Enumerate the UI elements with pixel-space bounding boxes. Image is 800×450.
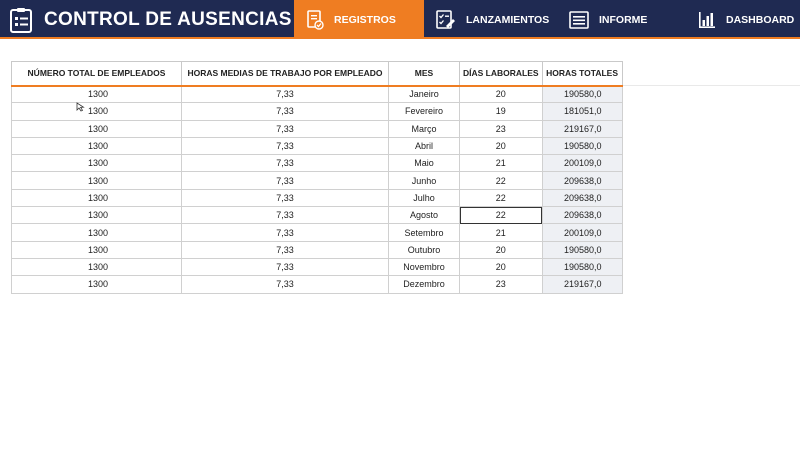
divider	[611, 85, 800, 86]
cell-empleados[interactable]: 1300	[12, 276, 182, 293]
table-row	[12, 86, 623, 103]
app-title: CONTROL DE AUSENCIAS	[44, 9, 292, 30]
cell-dias-laborales[interactable]: 20	[460, 258, 543, 275]
cell-dias-laborales[interactable]: 20	[460, 137, 543, 154]
cell-empleados[interactable]: 1300	[12, 120, 182, 137]
cell-mes[interactable]: Janeiro	[389, 86, 460, 103]
cell-horas-totales[interactable]: 200109,0	[542, 224, 622, 241]
column-header-dias-laborales[interactable]: DÍAS LABORALES	[460, 62, 543, 86]
cell-horas-medias[interactable]: 7,33	[182, 155, 389, 172]
cell-empleados[interactable]: 1300	[12, 258, 182, 275]
cell-horas-totales[interactable]: 190580,0	[542, 86, 622, 103]
nav-tab-dashboard[interactable]	[698, 0, 794, 39]
cell-horas-medias[interactable]: 7,33	[182, 86, 389, 103]
clipboard-icon	[9, 7, 33, 33]
cell-empleados[interactable]: 1300	[12, 207, 182, 224]
cell-horas-medias[interactable]: 7,33	[182, 103, 389, 120]
cell-horas-totales[interactable]: 190580,0	[542, 241, 622, 258]
cell-horas-medias[interactable]: 7,33	[182, 189, 389, 206]
cell-horas-totales[interactable]: 209638,0	[542, 207, 622, 224]
cell-mes[interactable]: Fevereiro	[389, 103, 460, 120]
mouse-cursor-icon	[76, 102, 86, 112]
cell-empleados[interactable]: 1300	[12, 172, 182, 189]
report-list-icon	[569, 11, 589, 29]
cell-mes[interactable]: Julho	[389, 189, 460, 206]
cell-dias-laborales[interactable]: 22	[460, 207, 543, 224]
cell-horas-totales[interactable]: 219167,0	[542, 276, 622, 293]
cell-empleados[interactable]: 1300	[12, 241, 182, 258]
cell-empleados[interactable]: 1300	[12, 86, 182, 103]
cell-horas-totales[interactable]: 181051,0	[542, 103, 622, 120]
table-row	[12, 207, 623, 224]
cell-horas-totales[interactable]: 200109,0	[542, 155, 622, 172]
cell-empleados[interactable]: 1300	[12, 103, 182, 120]
cell-dias-laborales[interactable]: 21	[460, 224, 543, 241]
cell-dias-laborales[interactable]: 22	[460, 189, 543, 206]
cell-horas-totales[interactable]: 190580,0	[542, 137, 622, 154]
cell-horas-medias[interactable]: 7,33	[182, 120, 389, 137]
table-header-row	[12, 62, 623, 86]
column-header-horas-medias[interactable]: HORAS MEDIAS DE TRABAJO POR EMPLEADO	[182, 62, 389, 86]
cell-horas-medias[interactable]: 7,33	[182, 276, 389, 293]
cell-horas-medias[interactable]: 7,33	[182, 172, 389, 189]
cell-mes[interactable]: Junho	[389, 172, 460, 189]
cell-horas-totales[interactable]: 219167,0	[542, 120, 622, 137]
nav-tab-informe[interactable]	[569, 0, 647, 39]
cell-horas-totales[interactable]: 209638,0	[542, 172, 622, 189]
cell-mes[interactable]: Setembro	[389, 224, 460, 241]
document-check-icon	[306, 10, 324, 30]
table-row	[12, 224, 623, 241]
registros-table	[11, 61, 623, 294]
cell-empleados[interactable]: 1300	[12, 224, 182, 241]
cell-mes[interactable]: Dezembro	[389, 276, 460, 293]
checklist-edit-icon	[436, 10, 456, 30]
bar-chart-icon	[698, 11, 716, 29]
column-header-empleados[interactable]: NÚMERO TOTAL DE EMPLEADOS	[12, 62, 182, 86]
cell-mes[interactable]: Abril	[389, 137, 460, 154]
cell-empleados[interactable]: 1300	[12, 155, 182, 172]
table-row	[12, 189, 623, 206]
nav-tab-label: INFORME	[599, 13, 648, 26]
table-row	[12, 276, 623, 293]
cell-horas-medias[interactable]: 7,33	[182, 258, 389, 275]
nav-tab-label: REGISTROS	[334, 13, 396, 26]
column-header-mes[interactable]: MES	[389, 62, 460, 86]
nav-tab-lanzamientos[interactable]	[436, 0, 549, 39]
nav-tab-label: LANZAMIENTOS	[466, 13, 550, 26]
cell-empleados[interactable]: 1300	[12, 189, 182, 206]
cell-horas-medias[interactable]: 7,33	[182, 207, 389, 224]
cell-dias-laborales[interactable]: 20	[460, 241, 543, 258]
table-body	[12, 86, 623, 294]
nav-tab-label: DASHBOARD	[726, 13, 795, 26]
table-row	[12, 241, 623, 258]
cell-mes[interactable]: Novembro	[389, 258, 460, 275]
cell-dias-laborales[interactable]: 19	[460, 103, 543, 120]
cell-horas-totales[interactable]: 190580,0	[542, 258, 622, 275]
table-row	[12, 172, 623, 189]
cell-horas-medias[interactable]: 7,33	[182, 241, 389, 258]
table-row	[12, 103, 623, 120]
cell-horas-totales[interactable]: 209638,0	[542, 189, 622, 206]
cell-dias-laborales[interactable]: 23	[460, 276, 543, 293]
cell-mes[interactable]: Outubro	[389, 241, 460, 258]
cell-mes[interactable]: Março	[389, 120, 460, 137]
cell-dias-laborales[interactable]: 20	[460, 86, 543, 103]
cell-dias-laborales[interactable]: 21	[460, 155, 543, 172]
cell-dias-laborales[interactable]: 22	[460, 172, 543, 189]
cell-horas-medias[interactable]: 7,33	[182, 224, 389, 241]
cell-mes[interactable]: Agosto	[389, 207, 460, 224]
table-row	[12, 258, 623, 275]
top-navigation-bar	[0, 0, 800, 39]
nav-tab-registros[interactable]	[294, 0, 424, 39]
registros-table-container	[11, 61, 623, 294]
table-row	[12, 120, 623, 137]
cell-dias-laborales[interactable]: 23	[460, 120, 543, 137]
table-row	[12, 155, 623, 172]
column-header-horas-totales[interactable]: HORAS TOTALES	[542, 62, 622, 86]
cell-horas-medias[interactable]: 7,33	[182, 137, 389, 154]
cell-empleados[interactable]: 1300	[12, 137, 182, 154]
cell-mes[interactable]: Maio	[389, 155, 460, 172]
table-row	[12, 137, 623, 154]
